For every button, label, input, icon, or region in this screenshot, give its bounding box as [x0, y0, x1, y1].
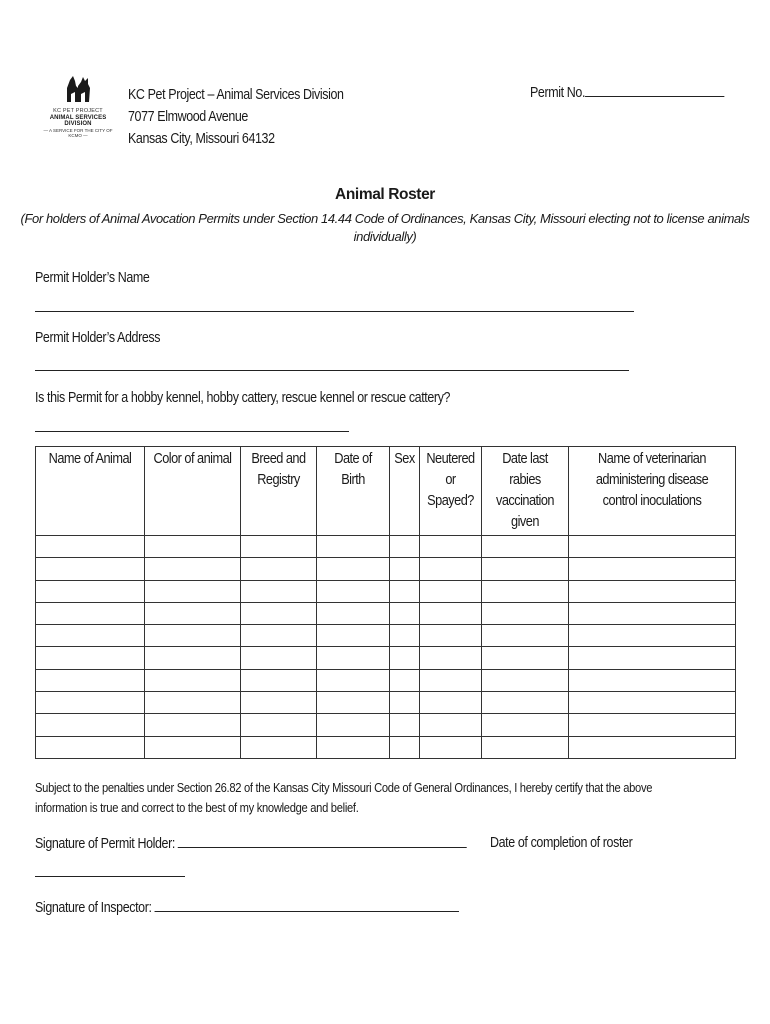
table-cell[interactable]	[36, 536, 145, 558]
permit-type-question: Is this Permit for a hobby kennel, hobby cattery, rescue kennel or rescue cattery?	[35, 390, 451, 406]
table-cell[interactable]	[482, 625, 569, 647]
table-cell[interactable]	[420, 536, 482, 558]
table-cell[interactable]	[569, 714, 736, 736]
table-cell[interactable]	[390, 736, 420, 758]
table-cell[interactable]	[317, 602, 390, 624]
table-row	[36, 692, 736, 714]
table-cell[interactable]	[390, 714, 420, 736]
table-cell[interactable]	[569, 536, 736, 558]
table-cell[interactable]	[420, 625, 482, 647]
roster-date-line[interactable]	[35, 876, 185, 877]
table-cell[interactable]	[482, 558, 569, 580]
table-cell[interactable]	[145, 647, 241, 669]
table-cell[interactable]	[241, 647, 317, 669]
inspector-signature-line[interactable]	[155, 899, 459, 912]
table-row	[36, 647, 736, 669]
table-row	[36, 558, 736, 580]
table-cell[interactable]	[241, 736, 317, 758]
table-row	[36, 536, 736, 558]
holder-address-line[interactable]	[35, 370, 629, 371]
holder-signature-line[interactable]	[178, 835, 467, 848]
logo-text-line2: ANIMAL SERVICES DIVISION	[49, 115, 107, 127]
table-cell[interactable]	[36, 692, 145, 714]
table-cell[interactable]	[36, 736, 145, 758]
table-cell[interactable]	[145, 536, 241, 558]
table-cell[interactable]	[569, 580, 736, 602]
column-header-neutered: Neutered or Spayed?	[420, 447, 482, 536]
table-cell[interactable]	[420, 692, 482, 714]
table-cell[interactable]	[482, 602, 569, 624]
table-cell[interactable]	[569, 647, 736, 669]
holder-name-line[interactable]	[35, 311, 634, 312]
table-cell[interactable]	[420, 558, 482, 580]
table-cell[interactable]	[482, 536, 569, 558]
animal-roster-table	[35, 446, 736, 759]
permit-number-blank[interactable]	[585, 84, 724, 97]
permit-number-label: Permit No.	[530, 85, 586, 101]
column-header-birth-date: Date of Birth	[317, 447, 390, 536]
table-cell[interactable]	[390, 602, 420, 624]
table-row	[36, 736, 736, 758]
table-cell[interactable]	[390, 669, 420, 691]
inspector-signature-label: Signature of Inspector:	[35, 900, 152, 916]
table-cell[interactable]	[241, 692, 317, 714]
table-cell[interactable]	[241, 602, 317, 624]
table-cell[interactable]	[145, 580, 241, 602]
table-cell[interactable]	[482, 669, 569, 691]
table-cell[interactable]	[241, 536, 317, 558]
table-cell[interactable]	[317, 669, 390, 691]
table-cell[interactable]	[241, 580, 317, 602]
table-cell[interactable]	[36, 714, 145, 736]
table-cell[interactable]	[482, 580, 569, 602]
table-cell[interactable]	[36, 647, 145, 669]
table-cell[interactable]	[36, 602, 145, 624]
table-cell[interactable]	[390, 536, 420, 558]
table-cell[interactable]	[482, 714, 569, 736]
form-title: Animal Roster	[335, 186, 435, 203]
table-cell[interactable]	[317, 736, 390, 758]
permit-number-field[interactable]	[530, 84, 724, 101]
table-cell[interactable]	[482, 692, 569, 714]
table-cell[interactable]	[317, 625, 390, 647]
certification-line2: information is true and correct to the best of my knowledge and belief.	[35, 800, 359, 815]
table-cell[interactable]	[145, 602, 241, 624]
form-subtitle	[0, 210, 770, 246]
dog-cat-silhouette-icon	[61, 72, 95, 106]
table-cell[interactable]	[317, 558, 390, 580]
roster-date-label: Date of completion of roster	[490, 835, 633, 851]
table-cell[interactable]	[569, 558, 736, 580]
holder-signature-field[interactable]	[35, 835, 467, 852]
column-header-rabies: Date last rabies vaccination given	[482, 447, 569, 536]
permit-type-line[interactable]	[35, 431, 349, 432]
table-cell[interactable]	[420, 714, 482, 736]
table-cell[interactable]	[317, 647, 390, 669]
table-cell[interactable]	[420, 580, 482, 602]
table-cell[interactable]	[145, 714, 241, 736]
table-cell[interactable]	[390, 647, 420, 669]
column-header-sex: Sex	[390, 447, 420, 536]
certification-line1: Subject to the penalties under Section 26.82 of the Kansas City Missouri Code of General Ordinances, I hereby certify that the above	[35, 780, 653, 795]
table-cell[interactable]	[569, 625, 736, 647]
table-cell[interactable]	[145, 625, 241, 647]
table-cell[interactable]	[317, 536, 390, 558]
table-cell[interactable]	[36, 625, 145, 647]
table-cell[interactable]	[569, 692, 736, 714]
kc-pet-project-logo	[38, 72, 118, 152]
table-cell[interactable]	[482, 736, 569, 758]
table-cell[interactable]	[145, 692, 241, 714]
table-cell[interactable]	[241, 669, 317, 691]
table-cell[interactable]	[317, 714, 390, 736]
table-cell[interactable]	[390, 580, 420, 602]
form-subtitle-line1: (For holders of Animal Avocation Permits under Section 14.44 Code of Ordinances, Kansas City, Missouri electing not to license animals	[20, 211, 750, 226]
form-subtitle-line2: individually)	[353, 229, 417, 244]
table-cell[interactable]	[145, 736, 241, 758]
holder-signature-label: Signature of Permit Holder:	[35, 836, 175, 852]
table-row	[36, 669, 736, 691]
address-block	[128, 84, 344, 150]
column-header-animal-name: Name of Animal	[36, 447, 145, 536]
table-cell[interactable]	[390, 692, 420, 714]
table-row	[36, 714, 736, 736]
table-row	[36, 602, 736, 624]
column-header-color: Color of animal	[145, 447, 241, 536]
table-cell[interactable]	[317, 692, 390, 714]
table-cell[interactable]	[36, 580, 145, 602]
table-cell[interactable]	[420, 647, 482, 669]
logo-text-line1: KC PET PROJECT	[53, 108, 103, 114]
table-cell[interactable]	[145, 558, 241, 580]
holder-address-label: Permit Holder’s Address	[35, 330, 161, 346]
table-cell[interactable]	[420, 736, 482, 758]
column-header-breed: Breed and Registry	[241, 447, 317, 536]
table-cell[interactable]	[36, 558, 145, 580]
org-name: KC Pet Project – Animal Services Division	[128, 87, 344, 103]
table-cell[interactable]	[145, 669, 241, 691]
table-cell[interactable]	[241, 558, 317, 580]
table-cell[interactable]	[420, 669, 482, 691]
table-cell[interactable]	[482, 647, 569, 669]
certification-text	[35, 778, 689, 818]
table-cell[interactable]	[569, 736, 736, 758]
inspector-signature-field[interactable]	[35, 899, 459, 916]
column-header-veterinarian: Name of veterinarian administering disease control inoculations	[569, 447, 736, 536]
table-cell[interactable]	[420, 602, 482, 624]
table-cell[interactable]	[317, 580, 390, 602]
street-address: 7077 Elmwood Avenue	[128, 109, 248, 125]
table-cell[interactable]	[36, 669, 145, 691]
table-cell[interactable]	[569, 669, 736, 691]
table-header-row	[36, 447, 736, 536]
table-cell[interactable]	[390, 625, 420, 647]
table-cell[interactable]	[241, 625, 317, 647]
table-row	[36, 625, 736, 647]
logo-text-line3: — A SERVICE FOR THE CITY OF KCMO —	[43, 128, 113, 138]
table-cell[interactable]	[390, 558, 420, 580]
table-cell[interactable]	[569, 602, 736, 624]
table-row	[36, 580, 736, 602]
city-state-zip: Kansas City, Missouri 64132	[128, 131, 275, 147]
table-cell[interactable]	[241, 714, 317, 736]
holder-name-label: Permit Holder’s Name	[35, 270, 150, 286]
table-body	[36, 536, 736, 759]
